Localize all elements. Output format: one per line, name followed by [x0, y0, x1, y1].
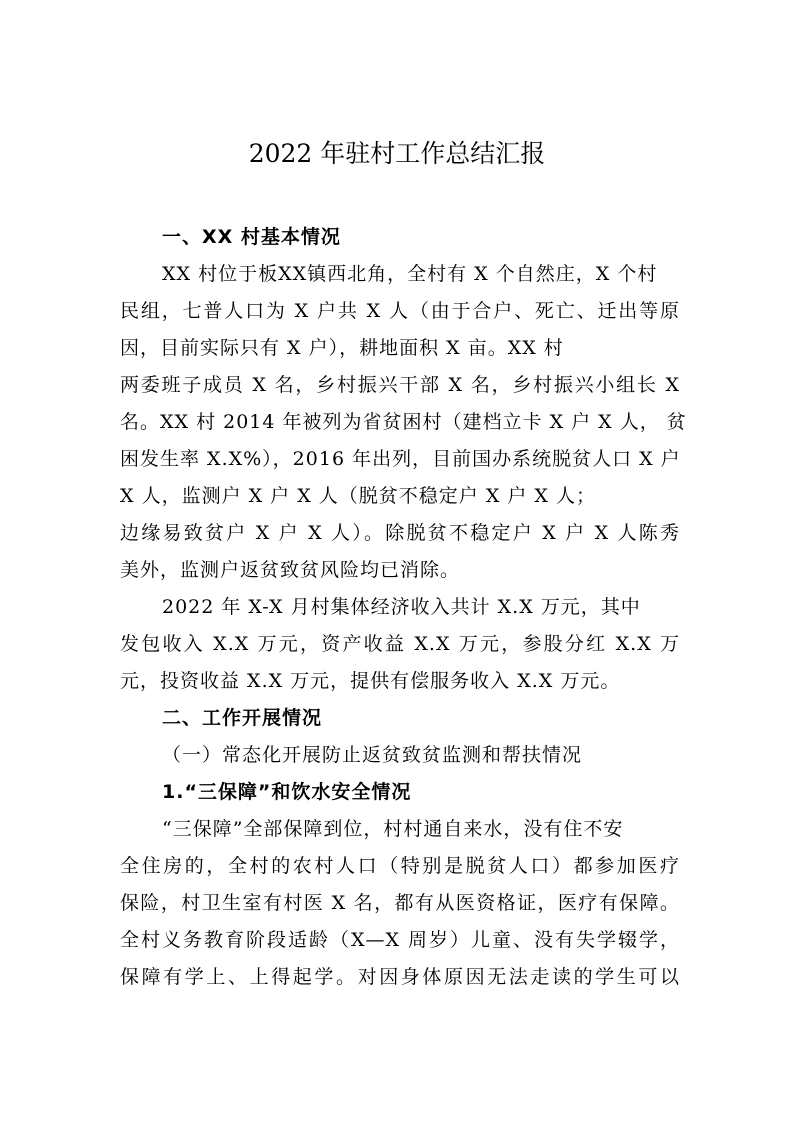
paragraph-line: XX 村位于板XX镇西北角，全村有 X 个自然庄，X 个村: [162, 263, 658, 285]
paragraph-line: 全村义务教育阶段适龄（X—X 周岁）儿童、没有失学辍学，: [120, 929, 680, 951]
paragraph-line: 美外，监测户返贫致贫风险均已消除。: [120, 559, 461, 581]
paragraph-line: 保险，村卫生室有村医 X 名，都有从医资格证，医疗有保障。: [120, 892, 680, 914]
paragraph-line: 元，投资收益 X.X 万元，提供有偿服务收入 X.X 万元。: [120, 670, 621, 692]
paragraph-line: 边缘易致贫户 X 户 X 人）。除脱贫不稳定户 X 户 X 人陈秀: [120, 522, 680, 544]
paragraph-line: 民组，七普人口为 X 户共 X 人（由于合户、死亡、迁出等原: [120, 300, 680, 322]
section-heading-work-progress: 二、工作开展情况: [162, 707, 323, 729]
document-title: 2022 年驻村工作总结汇报: [248, 139, 546, 168]
section-heading-basic-info: 一、XX 村基本情况: [162, 226, 341, 248]
paragraph-line: 名。XX 村 2014 年被列为省贫困村（建档立卡 X 户 X 人， 贫: [120, 411, 687, 433]
paragraph-line: 全住房的，全村的农村人口（特别是脱贫人口）都参加医疗: [120, 855, 680, 877]
paragraph-line: 发包收入 X.X 万元，资产收益 X.X 万元，参股分红 X.X 万: [120, 633, 680, 655]
paragraph-line: 困发生率 X.X%），2016 年出列，目前国办系统脱贫人口 X 户: [120, 448, 681, 470]
subsection-heading-three-guarantees: 1.“三保障”和饮水安全情况: [162, 781, 412, 803]
paragraph-line: 2022 年 X-X 月村集体经济收入共计 X.X 万元，其中: [162, 596, 641, 618]
paragraph-line: 保障有学上、上得起学。对因身体原因无法走读的学生可以: [120, 966, 680, 988]
subsection-heading-monitoring: （一）常态化开展防止返贫致贫监测和帮扶情况: [162, 744, 583, 766]
paragraph-line: 两委班子成员 X 名，乡村振兴干部 X 名，乡村振兴小组长 X: [120, 374, 680, 396]
paragraph-line: 因，目前实际只有 X 户），耕地面积 X 亩。XX 村: [120, 337, 564, 359]
paragraph-line: X 人，监测户 X 户 X 人（脱贫不稳定户 X 户 X 人；: [120, 485, 596, 507]
paragraph-line: “三保障”全部保障到位，村村通自来水，没有住不安: [162, 818, 624, 840]
